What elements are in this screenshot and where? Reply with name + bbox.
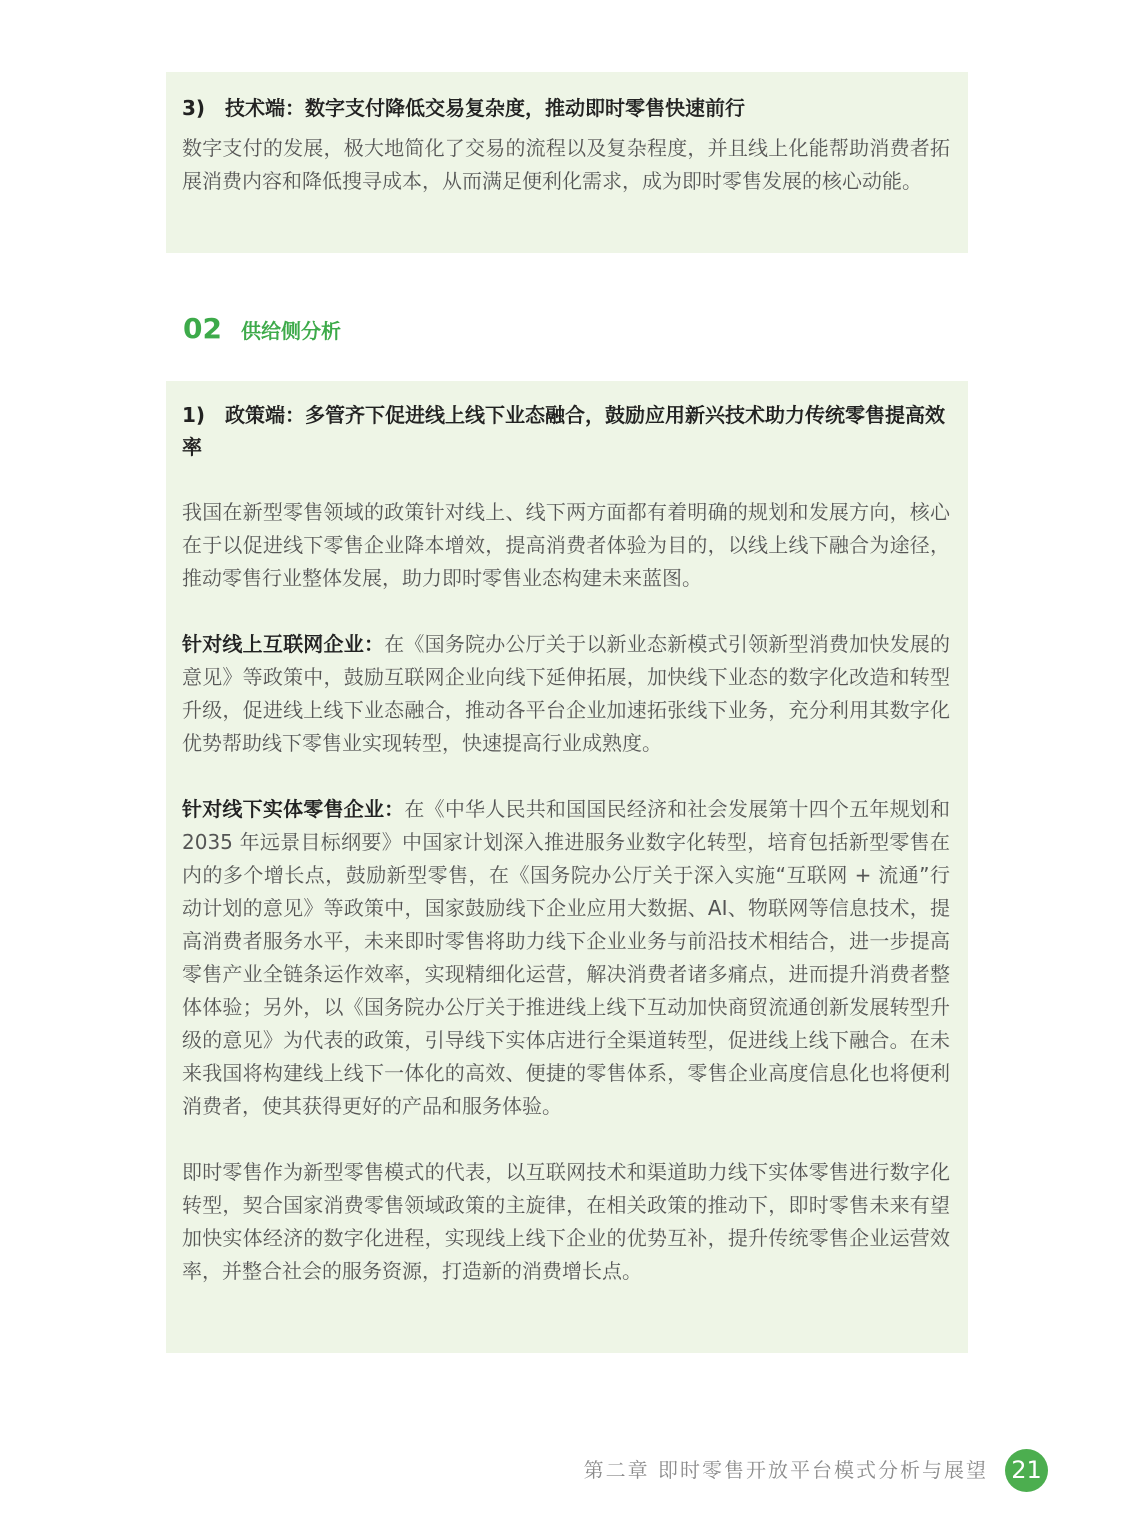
section-number: 02 xyxy=(183,312,222,345)
offline-enterprise-label: 针对线下实体零售企业： xyxy=(182,797,405,821)
chapter-footer: 第二章 即时零售开放平台模式分析与展望 xyxy=(583,1458,988,1482)
tech-side-heading: 3) 技术端：数字支付降低交易复杂度，推动即时零售快速前行 xyxy=(182,96,746,120)
policy-paragraph-offline xyxy=(182,793,950,1123)
policy-side-heading: 1) 政策端：多管齐下促进线上线下业态融合，鼓励应用新兴技术助力传统零售提高效率 xyxy=(182,403,946,459)
offline-enterprise-text: 在《中华人民共和国国民经济和社会发展第十四个五年规划和 2035 年远景目标纲要》中国家计划深入推进服务业数字化转型，培育包括新型零售在内的多个增长点，鼓励新型零售，在《国务院办公厅关于深入实施“互联网 + 流通”行动计划的意见》等政策中，国家鼓励线下企业应用大数据、AI、物联网等信息技术，提高消费者服务水平，未来即时零售将助力线下企业业务与前沿技术相结合，进一步提高零售产业全链条运作效率，实现精细化运营，解决消费者诸多痛点，进而提升消费者整体体验；另外，以《国务院办公厅关于推进线上线下互动加快商贸流通创新发展转型升级的意见》为代表的政策，引导线下实体店进行全渠道转型，促进线上线下融合。在未来我国将构建线上线下一体化的高效、便捷的零售体系，零售企业高度信息化也将便利消费者，使其获得更好的产品和服务体验。 xyxy=(182,797,951,1118)
policy-side-box xyxy=(166,381,968,1353)
policy-paragraph-online xyxy=(182,628,950,760)
tech-side-box xyxy=(166,72,968,253)
section-heading: 供给侧分析 xyxy=(241,319,341,343)
policy-paragraph-overview: 我国在新型零售领域的政策针对线上、线下两方面都有着明确的规划和发展方向，核心在于以促进线下零售企业降本增效，提高消费者体验为目的，以线上线下融合为途径，推动零售行业整体发展，助力即时零售业态构建未来蓝图。 xyxy=(182,500,950,590)
tech-side-paragraph: 数字支付的发展，极大地简化了交易的流程以及复杂程度，并且线上化能帮助消费者拓展消费内容和降低搜寻成本，从而满足便利化需求，成为即时零售发展的核心动能。 xyxy=(182,136,950,193)
section-title xyxy=(183,312,341,345)
policy-paragraph-summary: 即时零售作为新型零售模式的代表，以互联网技术和渠道助力线下实体零售进行数字化转型，契合国家消费零售领域政策的主旋律，在相关政策的推动下，即时零售未来有望加快实体经济的数字化进程，实现线上线下企业的优势互补，提升传统零售企业运营效率，并整合社会的服务资源，打造新的消费增长点。 xyxy=(182,1160,950,1283)
online-enterprise-text: 在《国务院办公厅关于以新业态新模式引领新型消费加快发展的意见》等政策中，鼓励互联网企业向线下延伸拓展，加快线下业态的数字化改造和转型升级，促进线上线下业态融合，推动各平台企业加速拓张线下业务，充分利用其数字化优势帮助线下零售业实现转型，快速提高行业成熟度。 xyxy=(182,632,951,755)
page-number-badge: 21 xyxy=(1005,1449,1048,1492)
online-enterprise-label: 针对线上互联网企业： xyxy=(182,632,385,656)
